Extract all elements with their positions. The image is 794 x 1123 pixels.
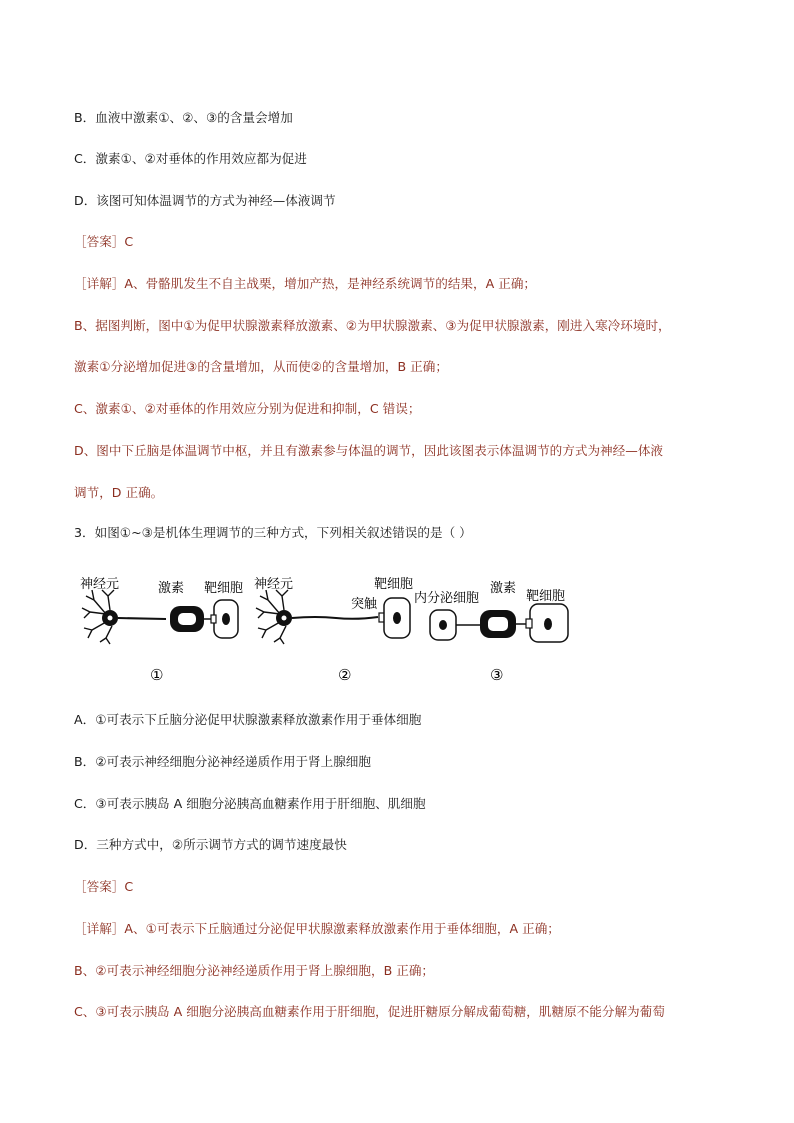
q2-detail-line: B、据图判断，图中①为促甲状腺激素释放激素、②为甲状腺激素、③为促甲状腺激素，刚进入寒冷环境时， <box>74 318 671 333</box>
q2-detail-line: C、激素①、②对垂体的作用效应分别为促进和抑制，C 错误； <box>74 401 421 416</box>
q3-detail-line: ［详解］A、①可表示下丘脑通过分泌促甲状腺激素释放激素作用于垂体细胞，A 正确； <box>74 921 560 936</box>
q3-detail-line: B、②可表示神经细胞分泌神经递质作用于肾上腺细胞，B 正确； <box>74 963 435 978</box>
q2-option-b: B．血液中激素①、②、③的含量会增加 <box>74 110 293 125</box>
neuron-label: 神经元 <box>80 577 120 592</box>
q3-option-a: A．①可表示下丘脑分泌促甲状腺激素释放激素作用于垂体细胞 <box>74 712 422 727</box>
q2-detail-line: ［详解］A、骨骼肌发生不自主战栗，增加产热，是神经系统调节的结果，A 正确； <box>74 276 537 291</box>
diagram-1 <box>80 576 243 684</box>
regulation-diagram <box>76 566 576 692</box>
target-cell-label: 靶细胞 <box>204 581 244 596</box>
q2-option-d: D．该图可知体温调节的方式为神经—体液调节 <box>74 193 336 208</box>
nucleus <box>393 612 401 624</box>
axon <box>118 618 166 619</box>
q3-detail-line: C、③可表示胰岛 A 细胞分泌胰高血糖素作用于肝细胞，促进肝糖原分解成葡萄糖，肌糖原不能分解为葡萄 <box>74 1004 665 1019</box>
figure-number: ② <box>338 666 352 684</box>
q3-option-d: D．三种方式中，②所示调节方式的调节速度最快 <box>74 837 347 852</box>
q2-option-c: C．激素①、②对垂体的作用效应都为促进 <box>74 151 307 166</box>
axon <box>292 617 378 619</box>
q3-stem: 3．如图①~③是机体生理调节的三种方式，下列相关叙述错误的是（ ） <box>74 525 472 540</box>
q3-answer: ［答案］C <box>74 879 134 894</box>
q3-option-b: B．②可表示神经细胞分泌神经递质作用于肾上腺细胞 <box>74 754 371 769</box>
hormone-label: 激素 <box>490 581 517 596</box>
q3-option-c: C．③可表示胰岛 A 细胞分泌胰高血糖素作用于肝细胞、肌细胞 <box>74 796 426 811</box>
hormone-label: 激素 <box>158 581 185 596</box>
nucleus <box>439 620 447 630</box>
figure-number: ① <box>150 666 164 684</box>
q2-detail-line: 调节，D 正确。 <box>74 485 164 500</box>
q2-detail-line: D、图中下丘脑是体温调节中枢，并且有激素参与体温的调节，因此该图表示体温调节的方式为神经—体液 <box>74 443 664 458</box>
target-cell-label: 靶细胞 <box>374 577 414 592</box>
q2-answer: ［答案］C <box>74 234 134 249</box>
neuron-label: 神经元 <box>254 577 294 592</box>
diagram-2 <box>254 576 413 684</box>
nucleus <box>222 613 230 625</box>
receptor <box>526 619 532 628</box>
endocrine-cell-label: 内分泌细胞 <box>414 591 480 606</box>
nucleus <box>544 618 552 630</box>
q2-detail-line: 激素①分泌增加促进③的含量增加，从而使②的含量增加，B 正确； <box>74 359 448 374</box>
synapse-label: 突触 <box>351 597 378 612</box>
figure-number: ③ <box>490 666 504 684</box>
diagram-3 <box>414 581 568 684</box>
receptor <box>211 615 216 623</box>
target-cell-label: 靶细胞 <box>526 589 566 604</box>
